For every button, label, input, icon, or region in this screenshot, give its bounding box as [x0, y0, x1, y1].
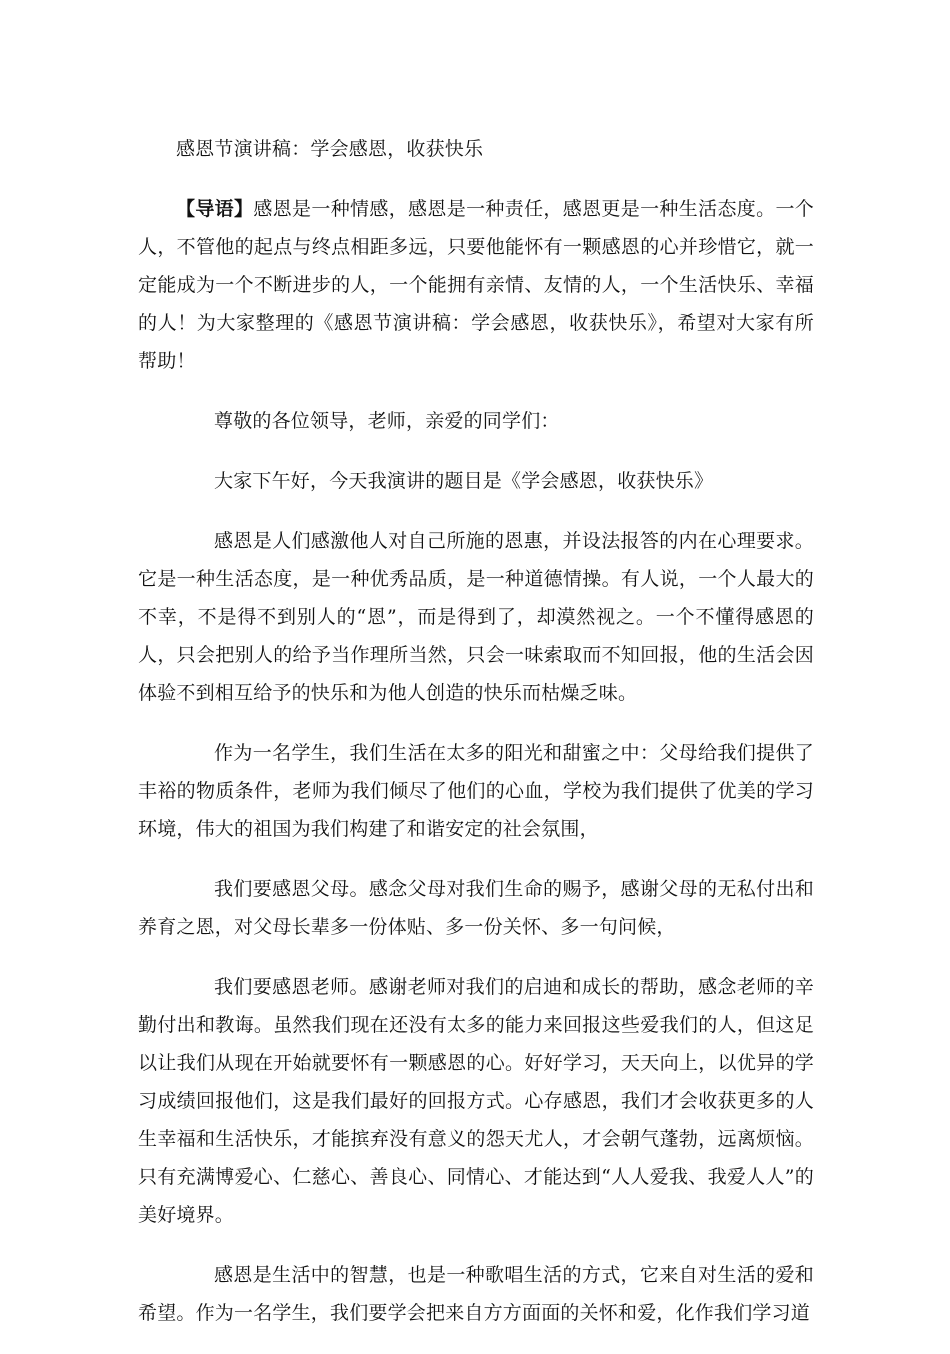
lead-label: 【导语】 — [176, 198, 254, 220]
body-paragraph: 感恩是人们感激他人对自己所施的恩惠，并设法报答的内在心理要求。它是一种生活态度，是一种优秀品质，是一种道德情操。有人说，一个人最大的不幸，不是得不到别人的“恩”，而是得到了，却漠然视之。一个不懂得感恩的人，只会把别人的给予当作理所当然，只会一味索取而不知回报，他的生活会因体验不到相互给予的快乐和为他人创造的快乐而枯燥乏味。 — [138, 530, 814, 704]
body-paragraph: 感恩是生活中的智慧，也是一种歌唱生活的方式，它来自对生活的爱和希望。作为一名学生，我们要学会把来自方方面面的关怀和爱，化作我们学习道 — [138, 1264, 814, 1324]
salutation-paragraph: 尊敬的各位领导，老师，亲爱的同学们： — [214, 410, 560, 432]
document-title: 感恩节演讲稿：学会感恩，收获快乐 — [176, 138, 484, 160]
lead-paragraph — [138, 190, 814, 380]
body-paragraph: 作为一名学生，我们生活在太多的阳光和甜蜜之中：父母给我们提供了丰裕的物质条件，老师为我们倾尽了他们的心血，学校为我们提供了优美的学习环境，伟大的祖国为我们构建了和谐安定的社会氛围， — [138, 742, 814, 840]
body-paragraph: 我们要感恩父母。感念父母对我们生命的赐予，感谢父母的无私付出和养育之恩，对父母长辈多一份体贴、多一份关怀、多一句问候， — [138, 878, 814, 938]
opening-paragraph: 大家下午好，今天我演讲的题目是《学会感恩，收获快乐》 — [214, 470, 714, 492]
body-paragraph: 我们要感恩老师。感谢老师对我们的启迪和成长的帮助，感念老师的辛勤付出和教诲。虽然我们现在还没有太多的能力来回报这些爱我们的人，但这足以让我们从现在开始就要怀有一颗感恩的心。好好学习，天天向上，以优异的学习成绩回报他们，这是我们最好的回报方式。心存感恩，我们才会收获更多的人生幸福和生活快乐，才能摈弃没有意义的怨天尤人，才会朝气蓬勃，远离烦恼。只有充满博爱心、仁慈心、善良心、同情心、才能达到“人人爱我、我爱人人”的美好境界。 — [138, 976, 814, 1226]
document-body — [138, 130, 814, 1354]
lead-text: 感恩是一种情感，感恩是一种责任，感恩更是一种生活态度。一个人，不管他的起点与终点相距多远，只要他能怀有一颗感恩的心并珍惜它，就一定能成为一个不断进步的人，一个能拥有亲情、友情的人，一个生活快乐、幸福的人！为大家整理的《感恩节演讲稿：学会感恩，收获快乐》，希望对大家有所帮助！ — [138, 198, 814, 372]
